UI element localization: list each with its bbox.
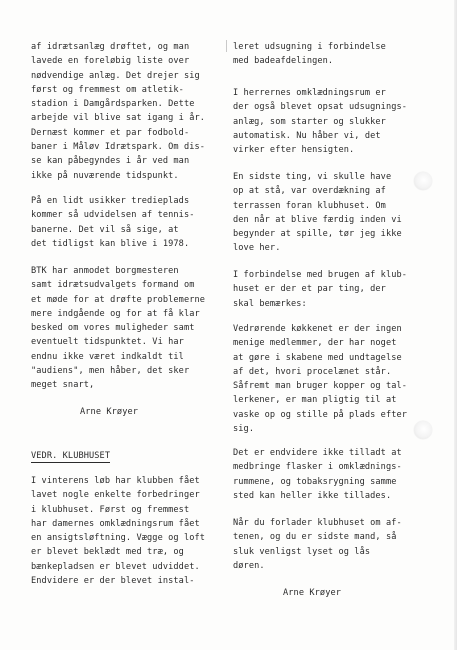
text-line: se kan påbegyndes i år ved man bbox=[31, 156, 190, 167]
text-line: op at stå, var overdækning af bbox=[233, 186, 386, 197]
text-line: sig. bbox=[233, 424, 255, 435]
text-line: arbejde vil blive sat igang i år. bbox=[31, 113, 206, 124]
text-line: terrassen foran klubhuset. Om bbox=[233, 200, 386, 211]
right-paragraph-3 bbox=[233, 170, 402, 256]
left-paragraph-2 bbox=[31, 194, 195, 251]
text-line: baner i Måløv Idrætspark. Om dis- bbox=[31, 142, 206, 153]
text-line: der også blevet opsat udsugnings- bbox=[233, 102, 408, 113]
column-divider-mark bbox=[226, 40, 227, 52]
text-line: "audiens", men håber, det sker bbox=[31, 366, 190, 377]
text-line: døren. bbox=[233, 560, 265, 571]
text-line: sted kan heller ikke tillades. bbox=[233, 490, 392, 501]
text-line: I herrernes omklædningsrum er bbox=[233, 88, 386, 98]
text-line: af det, hvori procelænet står. bbox=[233, 366, 392, 377]
right-paragraph-2 bbox=[233, 86, 407, 157]
right-paragraph-4 bbox=[233, 268, 407, 311]
text-line: BTK har anmodet borgmesteren bbox=[31, 266, 179, 276]
left-paragraph-3 bbox=[31, 264, 205, 393]
text-line: en ansigtsløftning. Vægge og loft bbox=[31, 533, 206, 544]
text-line: stadion i Damgårdsparken. Dette bbox=[31, 99, 195, 110]
text-line: sluk venligst lyset og lås bbox=[233, 546, 371, 557]
text-line: En sidste ting, vi skulle have bbox=[233, 172, 392, 182]
text-line: Det er endvidere ikke tilladt at bbox=[233, 448, 402, 458]
text-line: rummene, og tobaksrygning samme bbox=[233, 476, 397, 487]
text-line: anlæg, som starter og slukker bbox=[233, 116, 386, 127]
text-line: banerne. Det vil så sige, at bbox=[31, 224, 179, 235]
text-line: medbringe flasker i omklædnings- bbox=[233, 462, 402, 473]
right-paragraph-5 bbox=[233, 322, 407, 436]
text-line: lavet nogle enkelte forbedringer bbox=[31, 490, 200, 501]
text-line: virker efter hensigten. bbox=[233, 145, 355, 156]
text-line: Vedrørende køkkenet er der ingen bbox=[233, 324, 402, 334]
text-line: begynder at spille, tør jeg ikke bbox=[233, 229, 402, 240]
signature-left: Arne Krøyer bbox=[80, 407, 139, 417]
text-line: kommer så udvidelsen af tennis- bbox=[31, 210, 195, 221]
text-line: bænkepladsen er blevet udviddet. bbox=[31, 561, 200, 572]
punch-hole-top bbox=[414, 172, 432, 190]
text-line: har damernes omklædningsrum fået bbox=[31, 518, 200, 529]
text-line: automatisk. Nu håber vi, det bbox=[233, 130, 381, 141]
text-line: På en lidt usikker tredieplads bbox=[31, 196, 190, 206]
text-line: vaske op og stille på plads efter bbox=[233, 409, 408, 420]
text-line: love her. bbox=[233, 243, 281, 254]
punch-hole-bottom bbox=[414, 421, 432, 439]
text-line: af idrætsanlæg drøftet, og man bbox=[31, 42, 190, 52]
text-line: at gøre i skabene med undtagelse bbox=[233, 352, 402, 363]
text-line: i klubhuset. Først og fremmest bbox=[31, 504, 190, 515]
left-paragraph-1 bbox=[31, 40, 205, 183]
text-line: først og fremmest om atletik- bbox=[31, 84, 184, 95]
text-line: et møde for at drøfte problemerne bbox=[31, 294, 206, 305]
left-paragraph-4 bbox=[31, 474, 205, 588]
text-line: tenen, og du er sidste mand, så bbox=[233, 532, 397, 543]
text-line: nødvendige anlæg. Det drejer sig bbox=[31, 70, 200, 81]
text-line: det tidligst kan blive i 1978. bbox=[31, 238, 190, 249]
text-line: ikke på nuværende tidspunkt. bbox=[31, 170, 179, 181]
text-line: Såfremt man bruger kopper og tal- bbox=[233, 381, 408, 392]
text-line: leret udsugning i forbindelse bbox=[233, 42, 386, 52]
right-paragraph-1 bbox=[233, 40, 386, 69]
text-line: skal bemærkes: bbox=[233, 298, 307, 309]
text-line: eventuelt tidspunktet. Vi har bbox=[31, 337, 184, 348]
right-paragraph-6 bbox=[233, 446, 402, 503]
text-line: med badeafdelingen. bbox=[233, 56, 334, 67]
text-line: lerkener, er man pligtig til at bbox=[233, 395, 397, 406]
right-paragraph-7 bbox=[233, 516, 402, 573]
text-line: Endvidere er der blevet instal- bbox=[31, 576, 195, 587]
text-line: er blevet beklædt med træ, og bbox=[31, 547, 184, 558]
text-line: menige medlemmer, der har noget bbox=[233, 338, 397, 349]
text-line: besked om vores muligheder samt bbox=[31, 323, 195, 334]
text-line: samt idrætsudvalgets formand om bbox=[31, 280, 195, 291]
text-line: den når at blive færdig inden vi bbox=[233, 214, 402, 225]
section-heading: VEDR. KLUBHUSET bbox=[31, 451, 111, 461]
text-line: huset er der et par ting, der bbox=[233, 284, 386, 295]
signature-right: Arne Krøyer bbox=[283, 588, 342, 598]
text-line: Dernæst kommer et par fodbold- bbox=[31, 127, 190, 138]
text-line: I forbindelse med brugen af klub- bbox=[233, 270, 408, 280]
text-line: mere indgående og for at få klar bbox=[31, 308, 200, 319]
text-line: endnu ikke været indkaldt til bbox=[31, 351, 184, 362]
text-line: lavede en foreløbig liste over bbox=[31, 56, 190, 67]
text-line: meget snart, bbox=[31, 380, 95, 391]
text-line: I vinterens løb har klubben fået bbox=[31, 476, 200, 486]
text-line: Når du forlader klubhuset om af- bbox=[233, 518, 402, 528]
